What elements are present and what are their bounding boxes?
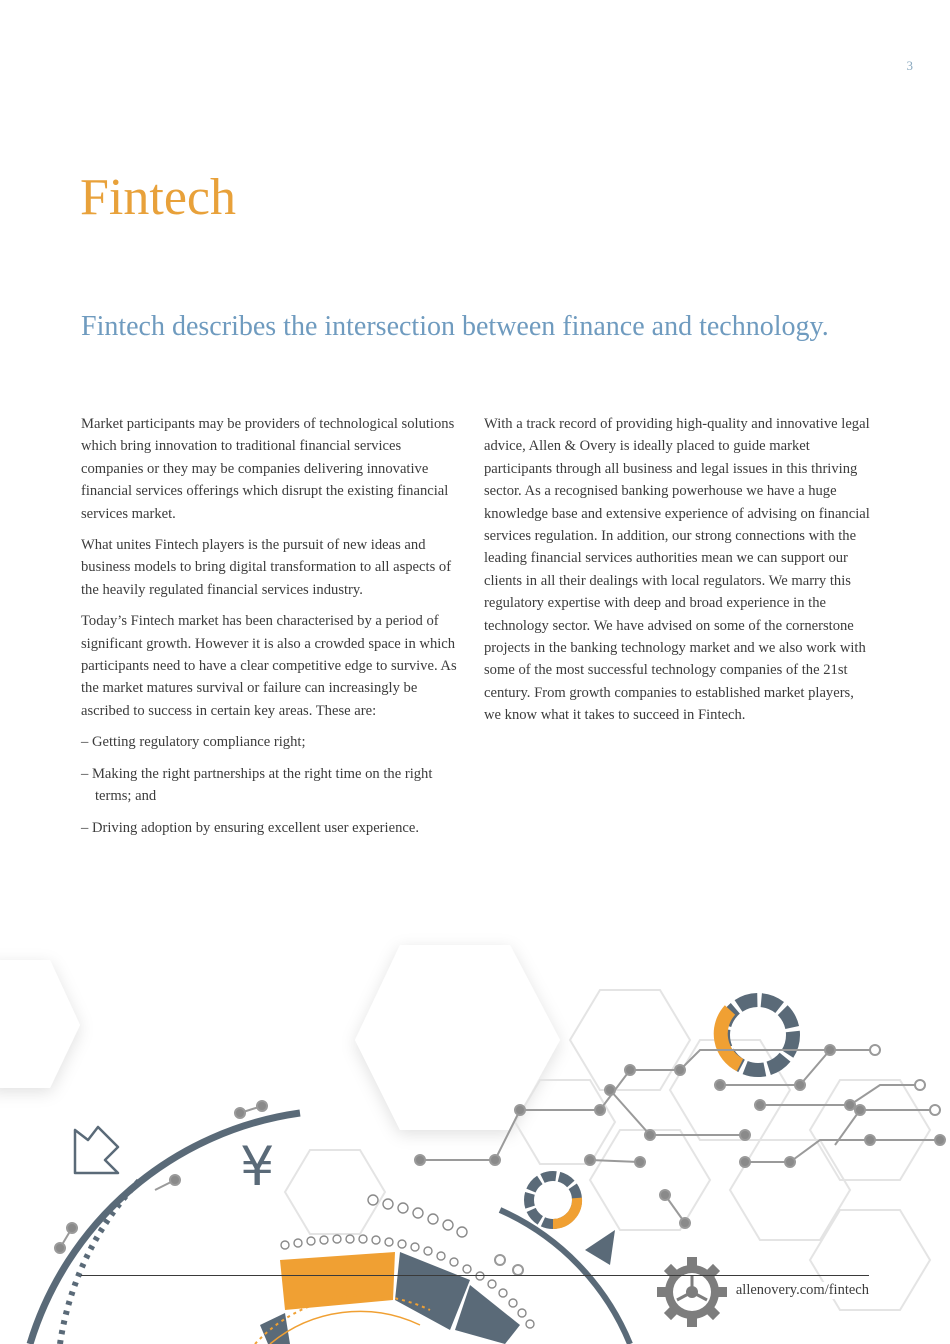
list-item: – Making the right partnerships at the right time on the right terms; and xyxy=(81,765,433,805)
yen-icon: ¥ xyxy=(240,1135,275,1198)
donut-chart-large xyxy=(721,1000,793,1070)
list-item: – Driving adoption by ensuring excellent user experience. xyxy=(81,819,419,836)
body-paragraph: What unites Fintech players is the pursuit of new ideas and business models to bring digital transformation to all aspects of the heavily regulated financial services industry. xyxy=(81,537,452,598)
arrow-down-left-icon xyxy=(75,1127,118,1173)
hexagon-shapes xyxy=(0,945,560,1130)
gear-icon xyxy=(657,1257,727,1327)
left-column xyxy=(81,413,466,848)
circular-arc xyxy=(30,1113,630,1344)
body-paragraph: With a track record of providing high-quality and innovative legal advice, Allen & Overy is ideally placed to guide market participants through all business and legal issues in this thriving sector. As a recognised banking powerhouse we have a huge knowledge base and extensive experience of advising on financial services regulation. In addition, our strong connections with the leading financial services authorities mean we can support our clients in all their dealings with local regulators. We marry this regulatory expertise with deep and broad experience in the technology sector. We have advised on some of the cornerstone projects in the banking technology market and we also work with some of the most successful technology companies of the 21st century. From growth companies to established market players, we know what it takes to succeed in Fintech. xyxy=(484,416,870,724)
page-subtitle: Fintech describes the intersection between finance and technology. xyxy=(81,311,829,342)
body-paragraph: Market participants may be providers of technological solutions which bring innovation to traditional financial services companies or they may be companies delivering innovative financial services offerings which disrupt the existing financial services market. xyxy=(81,416,455,522)
body-paragraph: Today’s Fintech market has been characterised by a period of significant growth. However it is also a crowded space in which participants need to have a clear competitive edge to survive. As the market matures survival or failure can increasingly be ascribed to success in certain key areas. These are: xyxy=(81,613,457,719)
page-number: 3 xyxy=(906,58,913,73)
donut-chart-small xyxy=(529,1176,577,1224)
footer-rule xyxy=(81,1275,869,1276)
list-item: – Getting regulatory compliance right; xyxy=(81,734,306,751)
right-column xyxy=(484,413,874,736)
page-title: Fintech xyxy=(80,169,236,226)
footer-url[interactable]: allenovery.com/fintech xyxy=(732,1282,869,1299)
key-areas-list xyxy=(81,731,466,839)
